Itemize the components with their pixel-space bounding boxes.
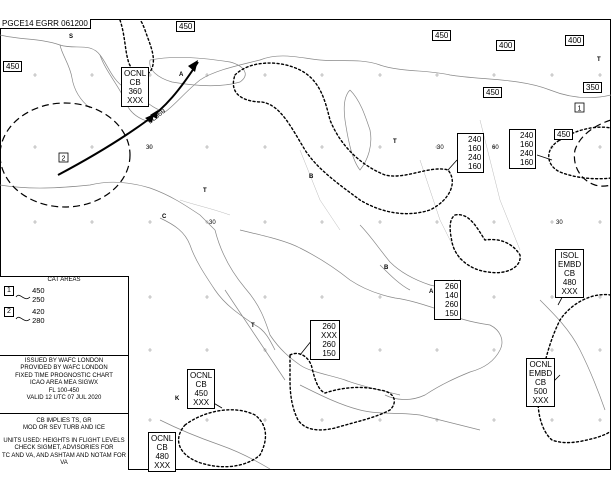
place-mark: T [597,57,601,63]
tropopause-label: 450 [176,21,195,32]
tropopause-label: 400 [565,35,584,46]
cb-label: OCNL CB 360 XXX [121,67,149,107]
chart-header: PGCE14 EGRR 061200 [0,19,91,29]
cat-marker-2 [59,153,68,163]
cat-area-levels: 450 250 [32,286,45,304]
cb-label: ISOL EMBD CB 480 XXX [555,249,584,298]
legend-panel [0,276,129,470]
cb-label: OCNL EMBD CB 500 XXX [526,358,555,407]
cat-area-number: 2 [4,307,14,317]
icing-turb-label: 260 140 260 150 [434,280,461,320]
grid-label: 30 [209,220,216,226]
cat-area-number: 1 [4,286,14,296]
place-mark: B [384,265,389,271]
cat-marker-1 [575,103,584,113]
grid-label: 30 [556,220,563,226]
place-mark: C [162,214,167,220]
cat-areas-title: CAT AREAS [47,277,81,283]
jet-fl-label: FL360 [146,107,167,126]
place-mark: T [203,188,207,194]
cat-area-symbol [14,289,32,329]
place-mark: B [309,174,314,180]
tropopause-label: 450 [483,87,502,98]
cat-area-levels: 420 280 [32,307,45,325]
cb-label: OCNL CB 450 XXX [187,369,215,409]
grid-label: 30 [437,145,444,151]
notes-block: CB IMPLIES TS, GR MOD OR SEV TURB AND ICE UNITS USED: HEIGHTS IN FLIGHT LEVELS CHECK SIGMET, ADVISORIES FOR TC AND VA, AND ASHTAM AND NOTAM FOR VA [0,413,128,467]
grid-label: 60 [492,145,499,151]
svg-text:1: 1 [577,105,582,113]
icing-turb-label: 240 160 240 160 [509,129,536,169]
place-mark: T [393,139,397,145]
grid-label: 30 [146,145,153,151]
place-mark: T [251,323,255,329]
issued-block: ISSUED BY WAFC LONDON PROVIDED BY WAFC LONDON FIXED TIME PROGNOSTIC CHART ICAO AREA MEA SIGWX FL 100-450 VALID 12 UTC 07 JUL 2020 [0,355,128,402]
tropopause-label: 450 [432,30,451,41]
tropopause-label: 400 [496,40,515,51]
cb-label: OCNL CB 480 XXX [148,432,176,472]
tropopause-label: 450 [3,61,22,72]
icing-turb-label: 240 160 240 160 [457,133,484,173]
icing-turb-label: 260 XXX 260 150 [310,320,340,360]
svg-text:2: 2 [61,155,66,163]
tropopause-label: 450 [554,129,573,140]
place-mark: A [179,72,184,78]
tropopause-label: 350 [583,82,602,93]
place-mark: K [175,396,180,402]
place-mark: A [429,289,434,295]
place-mark: S [69,34,74,40]
